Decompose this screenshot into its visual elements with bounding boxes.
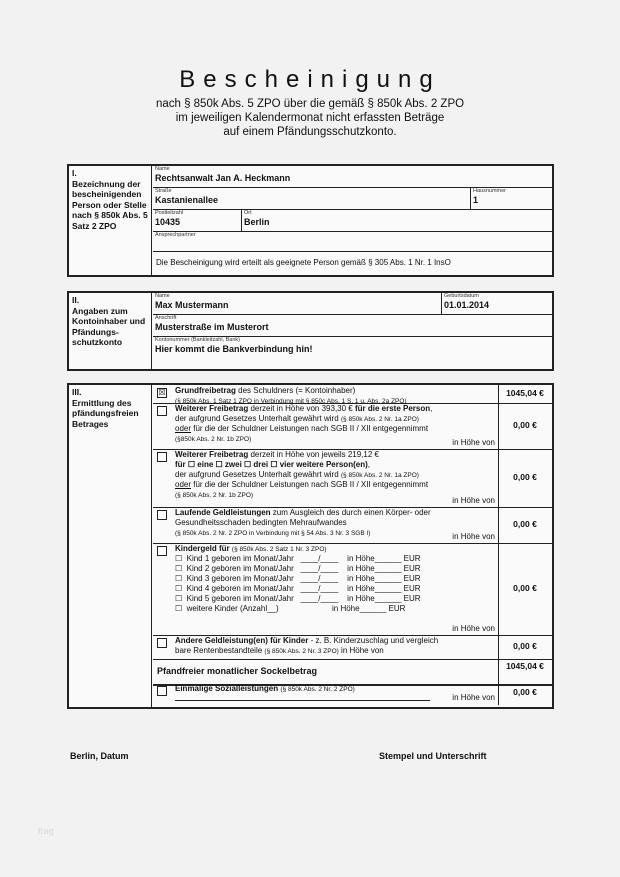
holder-name-label: Name: [155, 293, 170, 299]
row-checkbox[interactable]: [157, 510, 167, 520]
deduction-row: [153, 635, 552, 660]
row-text-line: Laufende Geldleistungen zum Ausgleich des durch einen Körper- oder: [175, 508, 431, 517]
fill-in-line: [175, 700, 430, 701]
zip-label: Postleitzahl: [155, 210, 184, 216]
name-value: Rechtsanwalt Jan A. Heckmann: [155, 173, 291, 183]
section-3-box: [67, 383, 554, 709]
certification-note: Die Bescheinigung wird erteilt als geeignete Person gemäß § 305 Abs. 1 Nr. 1 InsO: [156, 258, 451, 267]
row-amount[interactable]: 0,00 €: [513, 420, 537, 430]
row-text-line: in Höhe von: [452, 532, 495, 541]
address-label: Anschrift: [155, 315, 177, 321]
row-text-line: Weiterer Freibetrag derzeit in Höhe von 393,30 € für die erste Person,: [175, 404, 433, 413]
street-field[interactable]: [153, 188, 470, 210]
row-text-line: (§ 850k Abs. 2 Nr. 2 ZPO in Verbindung mit § 54 Abs. 3 Nr. 3 SGB I): [175, 530, 371, 537]
section-1-label: [69, 166, 152, 275]
address-field[interactable]: [153, 315, 552, 337]
document-title: Bescheinigung: [179, 66, 441, 93]
row-text-line: in Höhe von: [452, 624, 495, 633]
name-field[interactable]: [153, 166, 552, 188]
row-text-line: ☐ Kind 5 geboren im Monat/Jahr ____/____ in Höhe______ EUR: [175, 594, 421, 603]
row-text-line: ☐ Kind 2 geboren im Monat/Jahr ____/____ in Höhe______ EUR: [175, 564, 421, 573]
row-checkbox[interactable]: [157, 686, 167, 696]
section-3-label: [69, 385, 152, 707]
base-amount-value[interactable]: 1045,04 €: [506, 661, 544, 671]
row-text-line: Kindergeld für (§ 850k Abs. 2 Satz 1 Nr. 3 ZPO): [175, 544, 327, 553]
row-text-line: (§850k Abs. 2 Nr. 1b ZPO): [175, 436, 252, 443]
row-text-line: in Höhe von: [452, 438, 495, 447]
contact-label: Ansprechpartner: [155, 232, 196, 238]
row-text-line: der aufgrund Gesetzes Unterhalt gewährt wird (§ 850k Abs. 2 Nr. 1a ZPO): [175, 470, 419, 479]
one-time-benefits-label: Einmalige Sozialleistungen (§ 850k Abs. 2 Nr. 2 ZPO): [175, 684, 355, 693]
row-amount[interactable]: 0,00 €: [513, 583, 537, 593]
zip-value: 10435: [155, 217, 181, 227]
section-1-box: [67, 164, 554, 277]
birthdate-value: 01.01.2014: [444, 300, 490, 310]
city-value: Berlin: [244, 217, 270, 227]
base-amount-label: Pfandfreier monatlicher Sockelbetrag: [157, 666, 318, 676]
row-amount[interactable]: 1045,04 €: [506, 388, 544, 398]
account-label: Kontonummer (Bankleitzahl, Bank): [155, 337, 240, 343]
account-field[interactable]: [153, 337, 552, 365]
subtitle-line-2: im jeweiligen Kalendermonat nicht erfassten Beträge: [175, 112, 445, 124]
deduction-row: [153, 543, 552, 636]
contact-field[interactable]: [153, 232, 552, 252]
birthdate-label: Geburtsdatum: [444, 293, 479, 299]
row-text-line: ☐ Kind 3 geboren im Monat/Jahr ____/____ in Höhe______ EUR: [175, 574, 421, 583]
row-amount[interactable]: 0,00 €: [513, 519, 537, 529]
row-text-line: oder für die der Schuldner Leistungen nach SGB II / XII entgegennimmt: [175, 480, 429, 489]
zip-field[interactable]: [153, 210, 241, 232]
row-text-line: Gesundheitsschaden bedingten Mehraufwandes: [175, 518, 347, 527]
row-text-line: Andere Geldleistung(en) für Kinder - z. B. Kinderzuschlag und vergleich: [175, 636, 439, 645]
deduction-row: [153, 403, 552, 450]
row-text-line: der aufgrund Gesetzes Unterhalt gewährt wird (§ 850k Abs. 2 Nr. 1a ZPO): [175, 414, 419, 423]
section-2-description: Angaben zum Kontoinhaber und Pfändungs-schutzkonto: [72, 305, 146, 347]
row-checkbox[interactable]: [157, 406, 167, 416]
city-field[interactable]: [241, 210, 552, 232]
row-amount[interactable]: 0,00 €: [513, 641, 537, 651]
row-amount[interactable]: 0,00 €: [513, 472, 537, 482]
deduction-row: [153, 507, 552, 544]
housenumber-field[interactable]: [470, 188, 552, 210]
row-text-line: Grundfreibetrag des Schuldners (= Kontoinhaber): [175, 386, 356, 395]
section-1-heading: I.: [72, 168, 77, 178]
row-text-line: Weiterer Freibetrag derzeit in Höhe von jeweils 219,12 €: [175, 450, 379, 459]
row-checkbox[interactable]: [157, 638, 167, 648]
row-checkbox[interactable]: ☒: [158, 388, 166, 397]
watermark: frag: [38, 826, 54, 836]
one-time-benefits-row: [153, 683, 552, 703]
street-label: Straße: [155, 188, 172, 194]
row-text-line: bare Rentenbestandteile (§ 850k Abs. 2 Nr. 3 ZPO) in Höhe von: [175, 646, 384, 655]
row-checkbox[interactable]: [157, 546, 167, 556]
row-text-line: oder für die der Schuldner Leistungen nach SGB II / XII entgegennimmt: [175, 424, 429, 433]
stamp-signature-label: Stempel und Unterschrift: [379, 751, 487, 761]
row-text-line: für ☐ eine ☐ zwei ☐ drei ☐ vier weitere Person(en),: [175, 460, 370, 469]
street-value: Kastanienallee: [155, 195, 219, 205]
birthdate-field[interactable]: [441, 293, 552, 315]
one-time-benefits-amount[interactable]: 0,00 €: [513, 687, 537, 697]
subtitle-line-1: nach § 850k Abs. 5 ZPO über die gemäß § 850k Abs. 2 ZPO: [155, 98, 465, 110]
account-value: Hier kommt die Bankverbindung hin!: [155, 344, 313, 354]
section-2-heading: II.: [72, 295, 80, 305]
city-label: Ort: [244, 210, 252, 216]
holder-name-field[interactable]: [153, 293, 441, 315]
row-text-line: ☐ Kind 4 geboren im Monat/Jahr ____/____ in Höhe______ EUR: [175, 584, 421, 593]
one-time-benefits-tail: in Höhe von: [452, 693, 495, 702]
housenumber-value: 1: [473, 195, 479, 205]
deduction-row: [153, 449, 552, 508]
section-3-heading: III.: [72, 387, 82, 397]
base-amount-row: [153, 659, 552, 686]
holder-name-value: Max Mustermann: [155, 300, 229, 310]
row-text-line: (§ 850k Abs. 1 Satz 1 ZPO in Verbindung mit § 850c Abs. 1 S. 1 u. Abs. 2a ZPO): [175, 398, 407, 405]
place-date-label: Berlin, Datum: [70, 751, 129, 761]
deduction-row: [153, 385, 552, 404]
row-text-line: in Höhe von: [452, 496, 495, 505]
row-text-line: ☐ Kind 1 geboren im Monat/Jahr ____/____ in Höhe______ EUR: [175, 554, 421, 563]
row-text-line: ☐ weitere Kinder (Anzahl__) in Höhe______ EUR: [175, 604, 406, 613]
housenumber-label: Hausnummer: [473, 188, 507, 194]
row-checkbox[interactable]: [157, 452, 167, 462]
section-1-description: Bezeichnung der bescheinigenden Person oder Stelle nach § 850k Abs. 5 Satz 2 ZPO: [72, 178, 148, 231]
section-2-box: [67, 291, 554, 371]
section-2-label: [69, 293, 152, 369]
subtitle-line-3: auf einem Pfändungsschutzkonto.: [223, 126, 397, 138]
name-label: Name: [155, 166, 170, 172]
address-value: Musterstraße im Musterort: [155, 322, 269, 332]
section-3-description: Ermittlung des pfändungsfreien Betrages: [72, 397, 139, 429]
row-text-line: (§ 850k Abs. 2 Nr. 1b ZPO): [175, 492, 254, 499]
